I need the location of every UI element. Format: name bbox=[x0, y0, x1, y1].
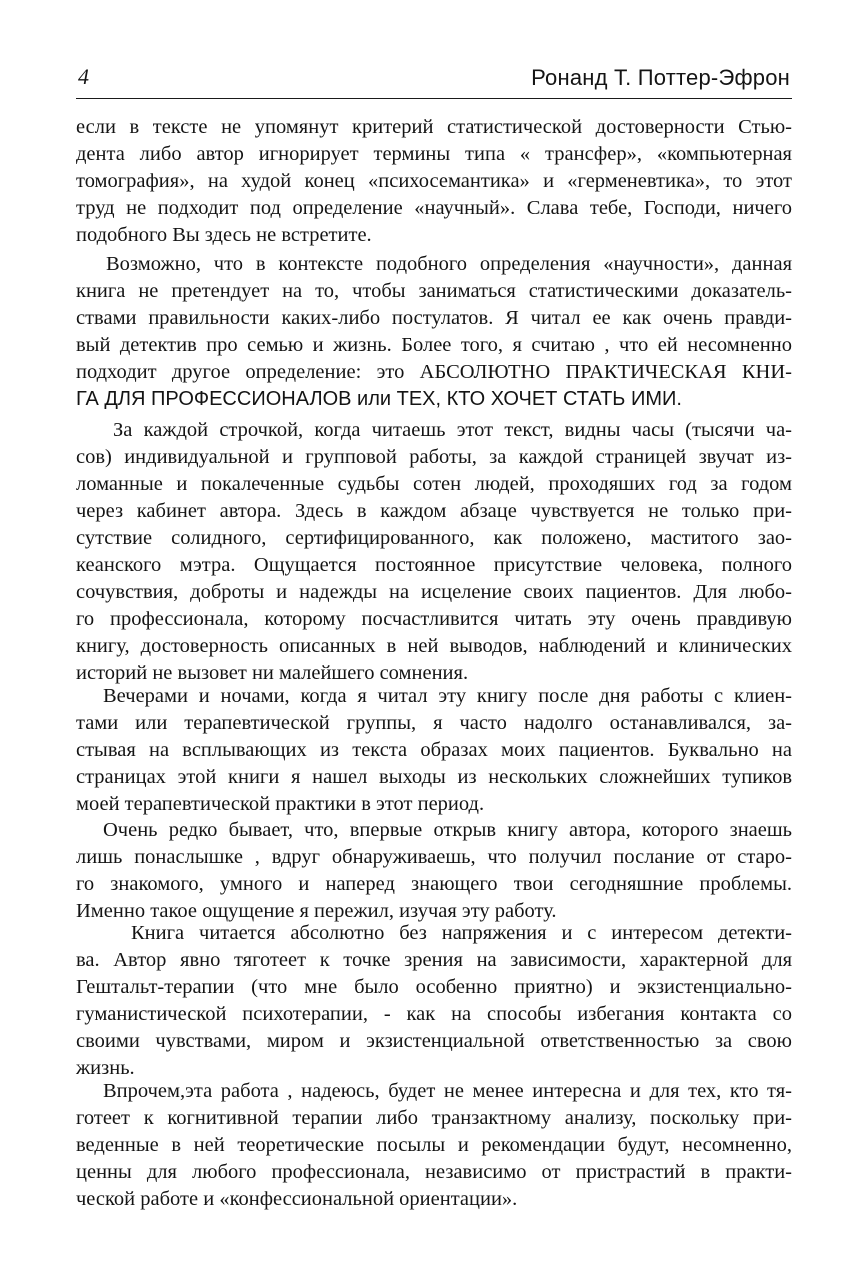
text-line: Именно такое ощущение я пережил, изучая эту работу. bbox=[76, 900, 557, 922]
text-line: ствами правильности каких-либо постулатов. Я читал ее как очень правди- bbox=[76, 307, 792, 329]
text-line: сов) индивидуальной и групповой работы, за каждой страницей звучат из- bbox=[76, 446, 792, 468]
text-line: труд не подходит под определение «научный». Слава тебе, Господи, ничего bbox=[76, 197, 792, 219]
text-line: дента либо автор игнорирует термины типа « трансфер», «компьютерная bbox=[76, 143, 792, 165]
text-line: веденные в ней теоретические посылы и рекомендации будут, несомненно, bbox=[76, 1134, 792, 1156]
page-header bbox=[76, 60, 792, 99]
text-line: жизнь. bbox=[76, 1057, 135, 1079]
text-line: готеет к когнитивной терапии либо транзактному анализу, поскольку при- bbox=[76, 1107, 792, 1129]
text-line: ГА ДЛЯ ПРОФЕССИОНАЛОВ или ТЕХ, КТО ХОЧЕТ СТАТЬ ИМИ. bbox=[76, 388, 682, 410]
text-line: тами или терапевтической группы, я часто надолго останавливался, за- bbox=[76, 712, 792, 734]
text-line: страницах этой книги я нашел выходы из нескольких сложнейших тупиков bbox=[76, 766, 792, 788]
text-line: книга не претендует на то, чтобы заниматься статистическими доказатель- bbox=[76, 280, 792, 302]
text-line: Впрочем,эта работа , надеюсь, будет не менее интересна и для тех, кто тя- bbox=[103, 1080, 792, 1102]
text-line: книгу, достоверность описанных в ней выводов, наблюдений и клинических bbox=[76, 635, 792, 657]
text-line: ческой работе и «конфессиональной ориентации». bbox=[76, 1188, 518, 1210]
text-line: гуманистической психотерапии, - как на способы избегания контакта со bbox=[76, 1003, 792, 1025]
text-line: вый детектив про семью и жизнь. Более того, я считаю , что ей несомненно bbox=[76, 334, 792, 356]
text-line: историй не вызовет ни малейшего сомнения. bbox=[76, 662, 469, 684]
text-line: если в тексте не упомянут критерий статистической достоверности Стью- bbox=[76, 116, 792, 138]
text-line: сочувствия, доброты и надежды на исцеление своих пациентов. Для любо- bbox=[76, 581, 792, 603]
text-line: томография», на худой конец «психосемантика» и «герменевтика», то этот bbox=[76, 170, 792, 192]
text-line: Вечерами и ночами, когда я читал эту книгу после дня работы с клиен- bbox=[103, 685, 792, 707]
text-line: подобного Вы здесь не встретите. bbox=[76, 224, 372, 246]
text-line: стывая на всплывающих из текста образах моих пациентов. Буквально на bbox=[76, 739, 792, 761]
text-line: ценны для любого профессионала, независимо от пристрастий в практи- bbox=[76, 1161, 792, 1183]
text-line: ломанные и покалеченные судьбы сотен людей, проходяших год за годом bbox=[76, 473, 792, 495]
text-line: моей терапевтической практики в этот период. bbox=[76, 793, 485, 815]
page-number: 4 bbox=[78, 64, 89, 89]
text-line: через кабинет автора. Здесь в каждом абзаце чувствуется не только при- bbox=[76, 500, 792, 522]
text-line: сутствие солидного, сертифицированного, как положено, маститого зао- bbox=[76, 527, 792, 549]
text-line: го профессионала, которому посчастливится читать эту очень правдивую bbox=[76, 608, 792, 630]
text-line: Возможно, что в контексте подобного определения «научности», данная bbox=[106, 253, 792, 275]
text-line: кеанского мэтра. Ощущается постоянное присутствие человека, полного bbox=[76, 554, 792, 576]
text-line: За каждой строчкой, когда читаешь этот текст, видны часы (тысячи ча- bbox=[113, 419, 792, 441]
text-line: подходит другое определение: это АБСОЛЮТНО ПРАКТИЧЕСКАЯ КНИ- bbox=[76, 361, 792, 383]
text-line: ва. Автор явно тяготеет к точке зрения на зависимости, характерной для bbox=[76, 949, 792, 971]
text-line: Книга читается абсолютно без напряжения и с интересом детекти- bbox=[131, 922, 792, 944]
text-line: Очень редко бывает, что, впервые открыв книгу автора, которого знаешь bbox=[103, 819, 792, 841]
text-line: го знакомого, умного и наперед знающего твои сегодняшние проблемы. bbox=[76, 873, 792, 895]
text-line: лишь понаслышке , вдруг обнаруживаешь, что получил послание от старо- bbox=[76, 846, 792, 868]
running-head: Ронанд Т. Поттер-Эфрон bbox=[531, 65, 790, 90]
text-line: Гештальт-терапии (что мне было особенно приятно) и экзистенциально- bbox=[76, 976, 792, 998]
text-line: своими чувствами, миром и экзистенциальной ответственностью за свою bbox=[76, 1030, 792, 1052]
